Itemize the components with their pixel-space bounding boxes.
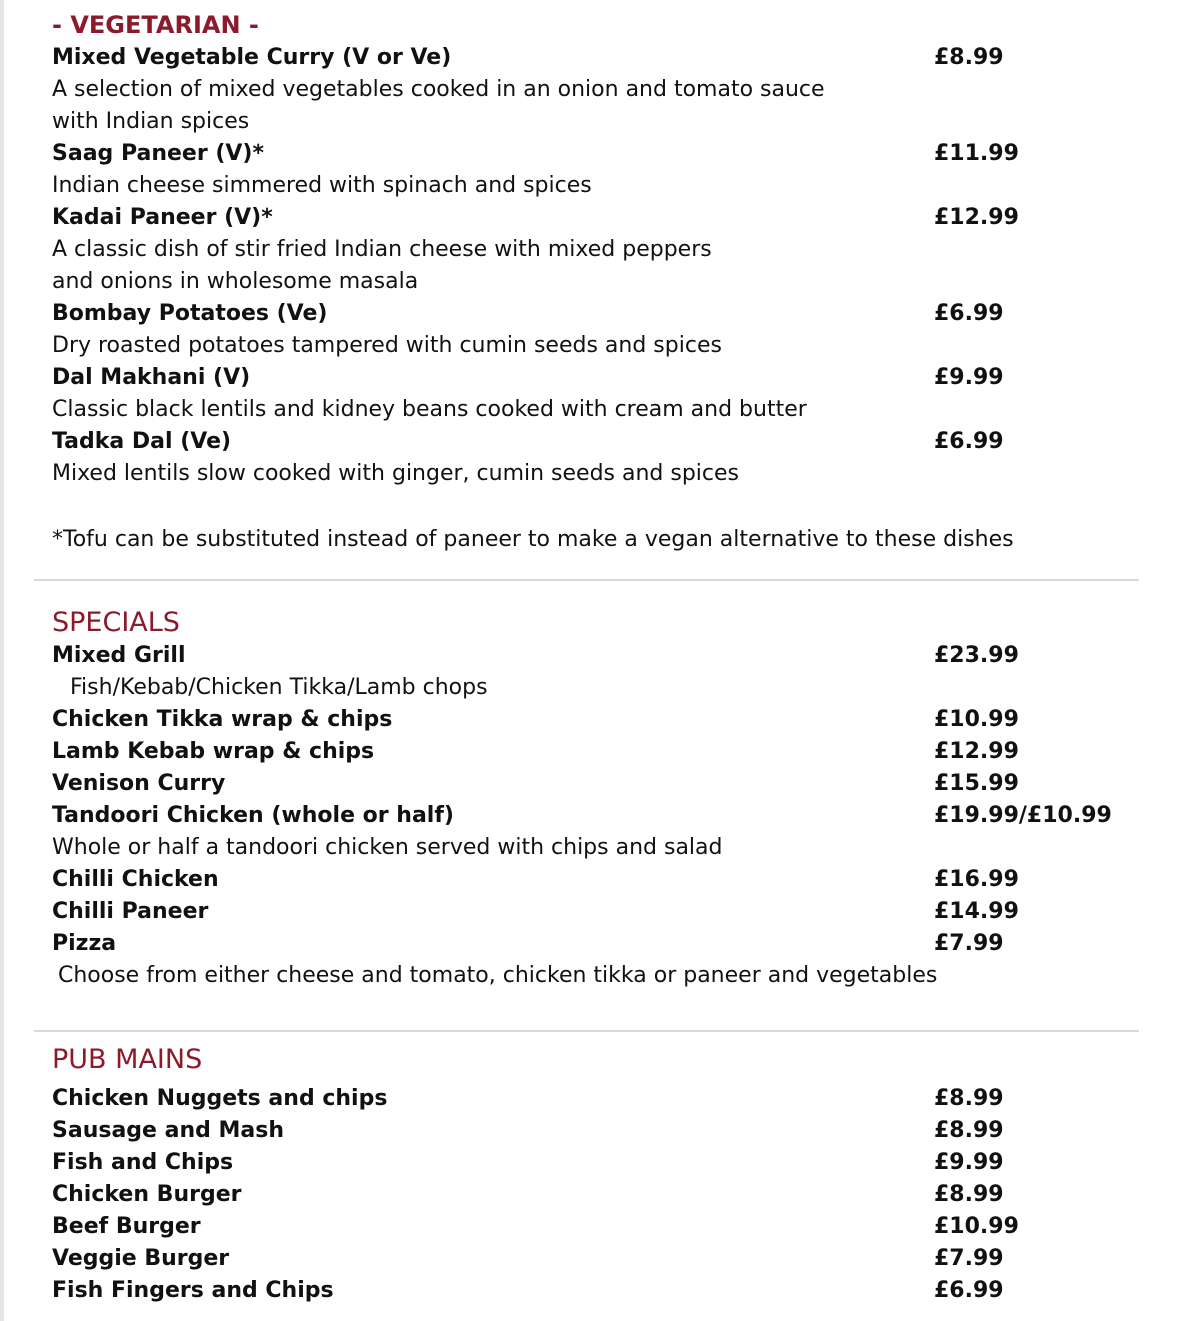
item-name: Chilli Chicken [52,867,219,892]
menu-item-chilli-chicken [52,864,1162,896]
menu-item-chicken-burger [52,1179,1162,1211]
item-name: Tandoori Chicken (whole or half) [52,803,454,828]
item-price: £19.99/£10.99 [934,803,1112,828]
item-price: £6.99 [934,1278,1004,1303]
menu-item-chilli-paneer [52,896,1162,928]
item-price: £23.99 [934,643,1019,668]
item-name: Chicken Tikka wrap & chips [52,707,393,732]
item-price: £8.99 [934,45,1004,70]
menu-item-fish-fingers [52,1275,1162,1307]
item-description: Whole or half a tandoori chicken served with chips and salad [52,835,723,860]
item-price: £8.99 [934,1086,1004,1111]
specials-section [52,606,1162,992]
menu-item-kadai-paneer [52,202,1162,234]
item-name: Kadai Paneer (V)* [52,205,273,230]
vegetarian-heading: - VEGETARIAN - [52,11,259,39]
menu-item-veggie-burger [52,1243,1162,1275]
item-price: £12.99 [934,205,1019,230]
pub-mains-heading: PUB MAINS [52,1044,203,1075]
section-divider [34,579,1139,581]
item-name: Chilli Paneer [52,899,209,924]
item-description: and onions in wholesome masala [52,269,419,294]
item-name: Fish Fingers and Chips [52,1278,334,1303]
item-description: A classic dish of stir fried Indian cheese with mixed peppers [52,237,712,262]
menu-item-mixed-grill [52,640,1162,672]
menu-item-lamb-kebab-wrap [52,736,1162,768]
item-description: Mixed lentils slow cooked with ginger, cumin seeds and spices [52,461,740,486]
item-name: Fish and Chips [52,1150,234,1175]
menu-item-mixed-vegetable-curry [52,42,1162,74]
menu-item-pizza [52,928,1162,960]
item-description: A selection of mixed vegetables cooked in an onion and tomato sauce [52,77,825,102]
item-name: Bombay Potatoes (Ve) [52,301,328,326]
item-description: Fish/Kebab/Chicken Tikka/Lamb chops [70,675,488,700]
item-name: Saag Paneer (V)* [52,141,264,166]
pub-mains-section [52,1043,1162,1307]
item-name: Dal Makhani (V) [52,365,251,390]
menu-item-beef-burger [52,1211,1162,1243]
item-name: Sausage and Mash [52,1118,285,1143]
menu-item-sausage-and-mash [52,1115,1162,1147]
menu-item-dal-makhani [52,362,1162,394]
item-name: Venison Curry [52,771,226,796]
item-name: Pizza [52,931,117,956]
menu-item-tandoori-chicken [52,800,1162,832]
menu-item-tadka-dal [52,426,1162,458]
item-price: £7.99 [934,931,1004,956]
item-price: £15.99 [934,771,1019,796]
item-price: £8.99 [934,1182,1004,1207]
specials-heading: SPECIALS [52,607,180,638]
item-price: £6.99 [934,301,1004,326]
item-price: £9.99 [934,1150,1004,1175]
section-divider [34,1030,1139,1032]
menu-item-fish-and-chips [52,1147,1162,1179]
menu-item-saag-paneer [52,138,1162,170]
item-price: £6.99 [934,429,1004,454]
item-price: £10.99 [934,1214,1019,1239]
item-name: Beef Burger [52,1214,201,1239]
item-description: Indian cheese simmered with spinach and spices [52,173,592,198]
item-name: Lamb Kebab wrap & chips [52,739,375,764]
item-name: Veggie Burger [52,1246,230,1271]
item-price: £8.99 [934,1118,1004,1143]
item-name: Tadka Dal (Ve) [52,429,232,454]
item-description: Dry roasted potatoes tampered with cumin seeds and spices [52,333,722,358]
item-price: £12.99 [934,739,1019,764]
item-price: £9.99 [934,365,1004,390]
menu-item-venison-curry [52,768,1162,800]
item-price: £11.99 [934,141,1019,166]
item-price: £14.99 [934,899,1019,924]
menu-item-chicken-tikka-wrap [52,704,1162,736]
item-price: £16.99 [934,867,1019,892]
tofu-note: *Tofu can be substituted instead of paneer to make a vegan alternative to these dishes [52,527,1014,552]
page-edge [0,0,4,1321]
item-price: £10.99 [934,707,1019,732]
item-description: Classic black lentils and kidney beans cooked with cream and butter [52,397,807,422]
item-name: Mixed Grill [52,643,186,668]
vegetarian-section [52,8,1162,556]
menu-item-chicken-nuggets [52,1083,1162,1115]
item-description: with Indian spices [52,109,250,134]
item-name: Mixed Vegetable Curry (V or Ve) [52,45,452,70]
item-name: Chicken Nuggets and chips [52,1086,388,1111]
item-description: Choose from either cheese and tomato, chicken tikka or paneer and vegetables [58,963,938,988]
menu-item-bombay-potatoes [52,298,1162,330]
item-price: £7.99 [934,1246,1004,1271]
item-name: Chicken Burger [52,1182,242,1207]
